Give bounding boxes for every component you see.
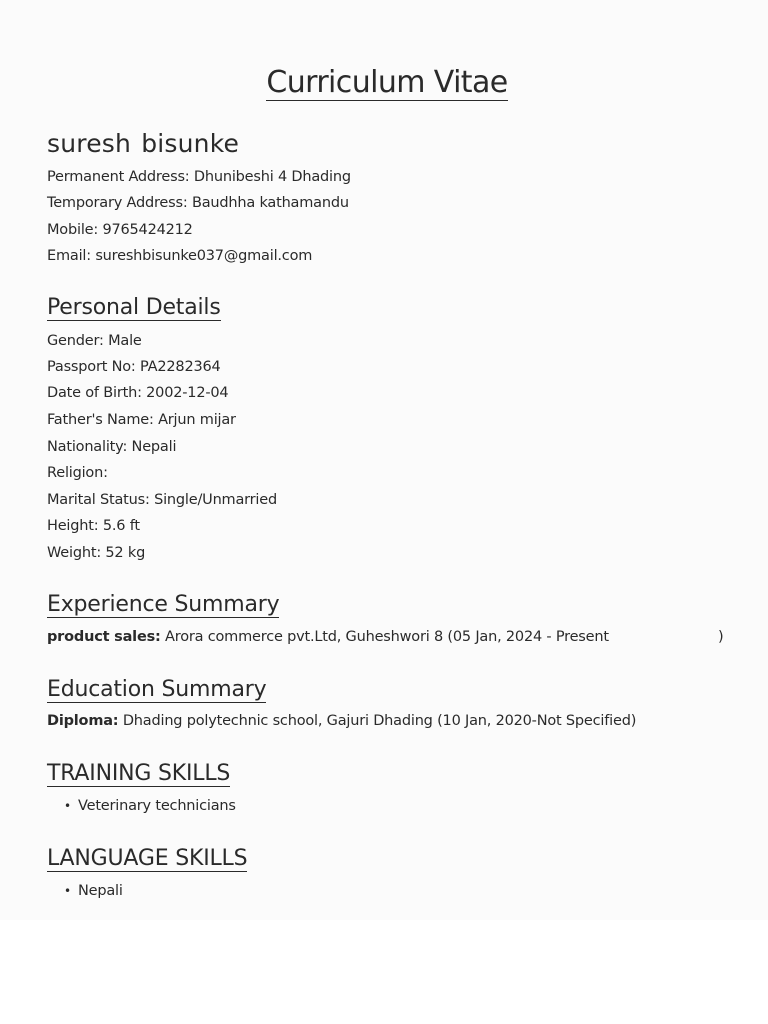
experience-summary-heading-text: Experience Summary	[47, 592, 280, 617]
language-skill-item	[64, 881, 123, 901]
date-of-birth: Date of Birth: 2002-12-04	[47, 385, 229, 401]
personal-details-heading	[47, 294, 221, 322]
language-skill-text: Nepali	[78, 883, 123, 899]
training-skills-heading-text: TRAINING SKILLS	[47, 761, 231, 786]
marital-status: Marital Status: Single/Unmarried	[47, 492, 277, 508]
education-summary-heading-text: Education Summary	[47, 677, 267, 702]
training-skills-heading	[47, 760, 230, 788]
language-skills-heading	[47, 845, 247, 873]
weight: Weight: 52 kg	[47, 545, 146, 561]
document-title	[0, 64, 768, 102]
education-summary-heading	[47, 676, 266, 704]
email: Email: sureshbisunke037@gmail.com	[47, 248, 313, 264]
education-degree: Diploma:	[47, 713, 119, 729]
experience-role: product sales:	[47, 629, 161, 645]
gender: Gender: Male	[47, 333, 142, 349]
bullet-icon: •	[64, 799, 71, 813]
experience-detail: Arora commerce pvt.Ltd, Guheshwori 8 (05 Jan, 2024 - Present	[165, 629, 609, 645]
bullet-icon: •	[64, 884, 71, 898]
religion: Religion:	[47, 465, 108, 481]
education-entry	[47, 711, 636, 731]
personal-details-heading-text: Personal Details	[47, 295, 221, 320]
passport-no: Passport No: PA2282364	[47, 359, 221, 375]
experience-entry	[47, 627, 609, 647]
temporary-address: Temporary Address: Baudhha kathamandu	[47, 195, 349, 211]
language-skills-heading-text: LANGUAGE SKILLS	[47, 846, 248, 871]
permanent-address: Permanent Address: Dhunibeshi 4 Dhading	[47, 169, 351, 185]
experience-summary-heading	[47, 591, 279, 619]
fathers-name: Father's Name: Arjun mijar	[47, 412, 236, 428]
title-text: Curriculum Vitae	[266, 65, 508, 100]
experience-close-paren: )	[718, 629, 724, 645]
mobile: Mobile: 9765424212	[47, 222, 193, 238]
nationality: Nationality: Nepali	[47, 439, 177, 455]
candidate-name: suresh bisunke	[47, 129, 240, 158]
height: Height: 5.6 ft	[47, 518, 140, 534]
training-skill-text: Veterinary technicians	[78, 798, 236, 814]
education-detail: Dhading polytechnic school, Gajuri Dhading (10 Jan, 2020-Not Specified)	[122, 713, 637, 729]
training-skill-item	[64, 796, 236, 816]
